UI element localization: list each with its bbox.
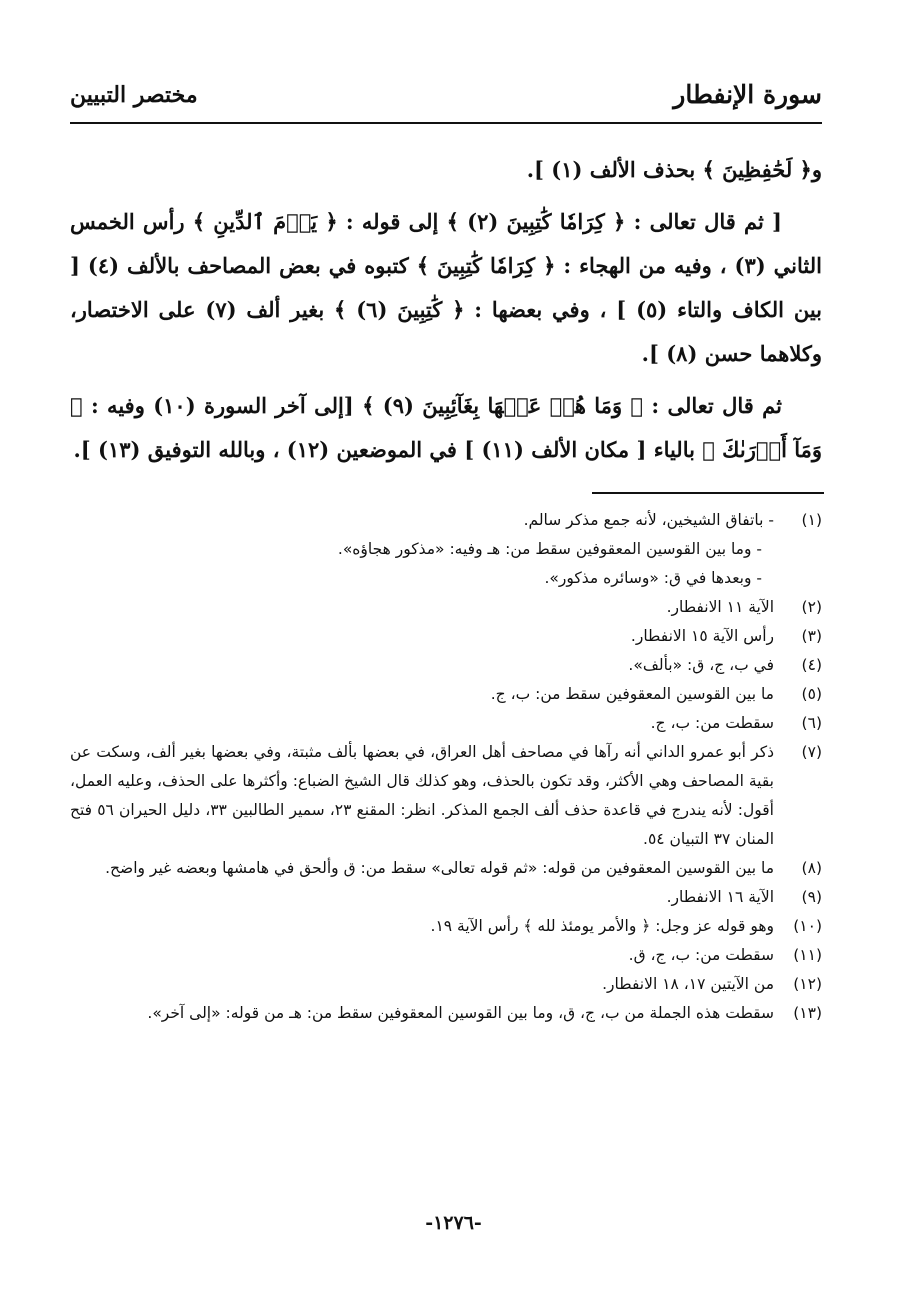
main-paragraph-3: ثم قال تعالى : ﴿ وَمَا هُمۡ عَنۡهَا بِغَآئِبِينَ (٩) ﴾ [إلى آخر السورة (١٠) وفيه : ﴿ وَمَآ أَدۡرَىٰكَ ﴾ بالياء [ مكان الألف (١١) ] في الموضعين (١٢) ، وبالله التوفيق (١٣) ]. bbox=[70, 393, 822, 462]
page-header bbox=[70, 80, 822, 120]
footnote-text: وهو قوله عز وجل: ﴿ والأمر يومئذ لله ﴾ رأس الآية ١٩. bbox=[430, 917, 774, 935]
footnote-9 bbox=[70, 883, 822, 912]
footnote-4 bbox=[70, 651, 822, 680]
footnote-number: (٦) bbox=[801, 714, 822, 732]
footnote-number: (٣) bbox=[801, 627, 822, 645]
main-text bbox=[70, 148, 822, 480]
footnote-number: (٩) bbox=[801, 888, 822, 906]
footnote-2 bbox=[70, 593, 822, 622]
footnote-text: ذكر أبو عمرو الداني أنه رآها في مصاحف أهل العراق، في بعضها بألف مثبتة، وفي بعضها بغير ألف، وسكت عن بقية المصاحف وهي الأكثر، وقد تكون بالحذف، وهو كذلك قال الشيخ الضباع: وأكثرها على الحذف، وعليه العمل، أقول: لأنه يندرج في قاعدة حذف ألف الجمع المذكر. انظر: المقنع ٢٣، سمير الطالبين ٣٣، دليل الحيران ٥٦ فتح المنان ٣٧ التبيان ٥٤. bbox=[70, 743, 774, 848]
footnote-10 bbox=[70, 912, 822, 941]
footnote-1-sub-1 bbox=[70, 535, 822, 564]
footnotes bbox=[70, 506, 822, 1028]
footnote-text: - وما بين القوسين المعقوفين سقط من: هـ وفيه: «مذكور هجاؤه». bbox=[337, 540, 762, 558]
footnote-text: سقطت من: ب، ج، ق. bbox=[628, 946, 774, 964]
footnote-number: (١) bbox=[801, 511, 822, 529]
footnote-text: من الآيتين ١٧، ١٨ الانفطار. bbox=[602, 975, 774, 993]
footnote-text: الآية ١٦ الانفطار. bbox=[666, 888, 774, 906]
footnote-number: (١٠) bbox=[793, 917, 822, 935]
footnote-8 bbox=[70, 854, 822, 883]
footnote-number: (١١) bbox=[793, 946, 822, 964]
footnote-text: - باتفاق الشيخين، لأنه جمع مذكر سالم. bbox=[523, 511, 774, 529]
footnote-text: رأس الآية ١٥ الانفطار. bbox=[630, 627, 774, 645]
footnote-number: (٤) bbox=[801, 656, 822, 674]
footnote-text: ما بين القوسين المعقوفين من قوله: «ثم قوله تعالى» سقط من: ق وألحق في هامشها وبعضه غير واضح. bbox=[105, 859, 774, 877]
footnote-1-sub-2 bbox=[70, 564, 822, 593]
footnote-text: - وبعدها في ق: «وسائره مذكور». bbox=[544, 569, 762, 587]
main-paragraph-2: [ ثم قال تعالى : ﴿ كِرَامٗا كَٰتِبِينَ (٢) ﴾ إلى قوله : ﴿ يَوۡمَ ٱلدِّينِ ﴾ رأس الخمس الثاني (٣) ، وفيه من الهجاء : ﴿ كِرَامٗا كَٰتِبِينَ ﴾ كتبوه في بعض المصاحف بالألف (٤) [ بين الكاف والتاء (٥) ] ، وفي بعضها : ﴿ كَٰتِبِينَ (٦) ﴾ بغير ألف (٧) على الاختصار، وكلاهما حسن (٨) ]. bbox=[70, 209, 822, 366]
footnote-text: في ب، ج، ق: «بألف». bbox=[628, 656, 774, 674]
footnote-number: (٢) bbox=[801, 598, 822, 616]
header-divider bbox=[70, 122, 822, 124]
footnote-11 bbox=[70, 941, 822, 970]
footnote-text: سقطت هذه الجملة من ب، ج، ق، وما بين القوسين المعقوفين سقط من: هـ من قوله: «إلى آخر». bbox=[147, 1004, 774, 1022]
footnote-number: (٥) bbox=[801, 685, 822, 703]
footnote-6 bbox=[70, 709, 822, 738]
main-paragraph-1: و﴿ لَحَٰفِظِينَ ﴾ بحذف الألف (١) ]. bbox=[526, 157, 822, 182]
footnote-12 bbox=[70, 970, 822, 999]
surah-title: سورة الإنفطار bbox=[673, 80, 822, 109]
footnote-text: ما بين القوسين المعقوفين سقط من: ب، ج. bbox=[490, 685, 774, 703]
footnote-number: (١٢) bbox=[793, 975, 822, 993]
footnote-number: (٨) bbox=[801, 859, 822, 877]
footnote-text: الآية ١١ الانفطار. bbox=[666, 598, 774, 616]
footnote-text: سقطت من: ب، ج. bbox=[650, 714, 774, 732]
page-number: -١٢٧٦- bbox=[425, 1212, 482, 1234]
footnote-divider bbox=[592, 492, 824, 494]
footnote-5 bbox=[70, 680, 822, 709]
footnote-number: (١٣) bbox=[793, 1004, 822, 1022]
footnote-1 bbox=[70, 506, 822, 535]
book-title: مختصر التبيين bbox=[70, 82, 198, 108]
footnote-3 bbox=[70, 622, 822, 651]
footnote-7 bbox=[70, 738, 822, 854]
footnote-number: (٧) bbox=[801, 743, 822, 761]
footnote-13 bbox=[70, 999, 822, 1028]
